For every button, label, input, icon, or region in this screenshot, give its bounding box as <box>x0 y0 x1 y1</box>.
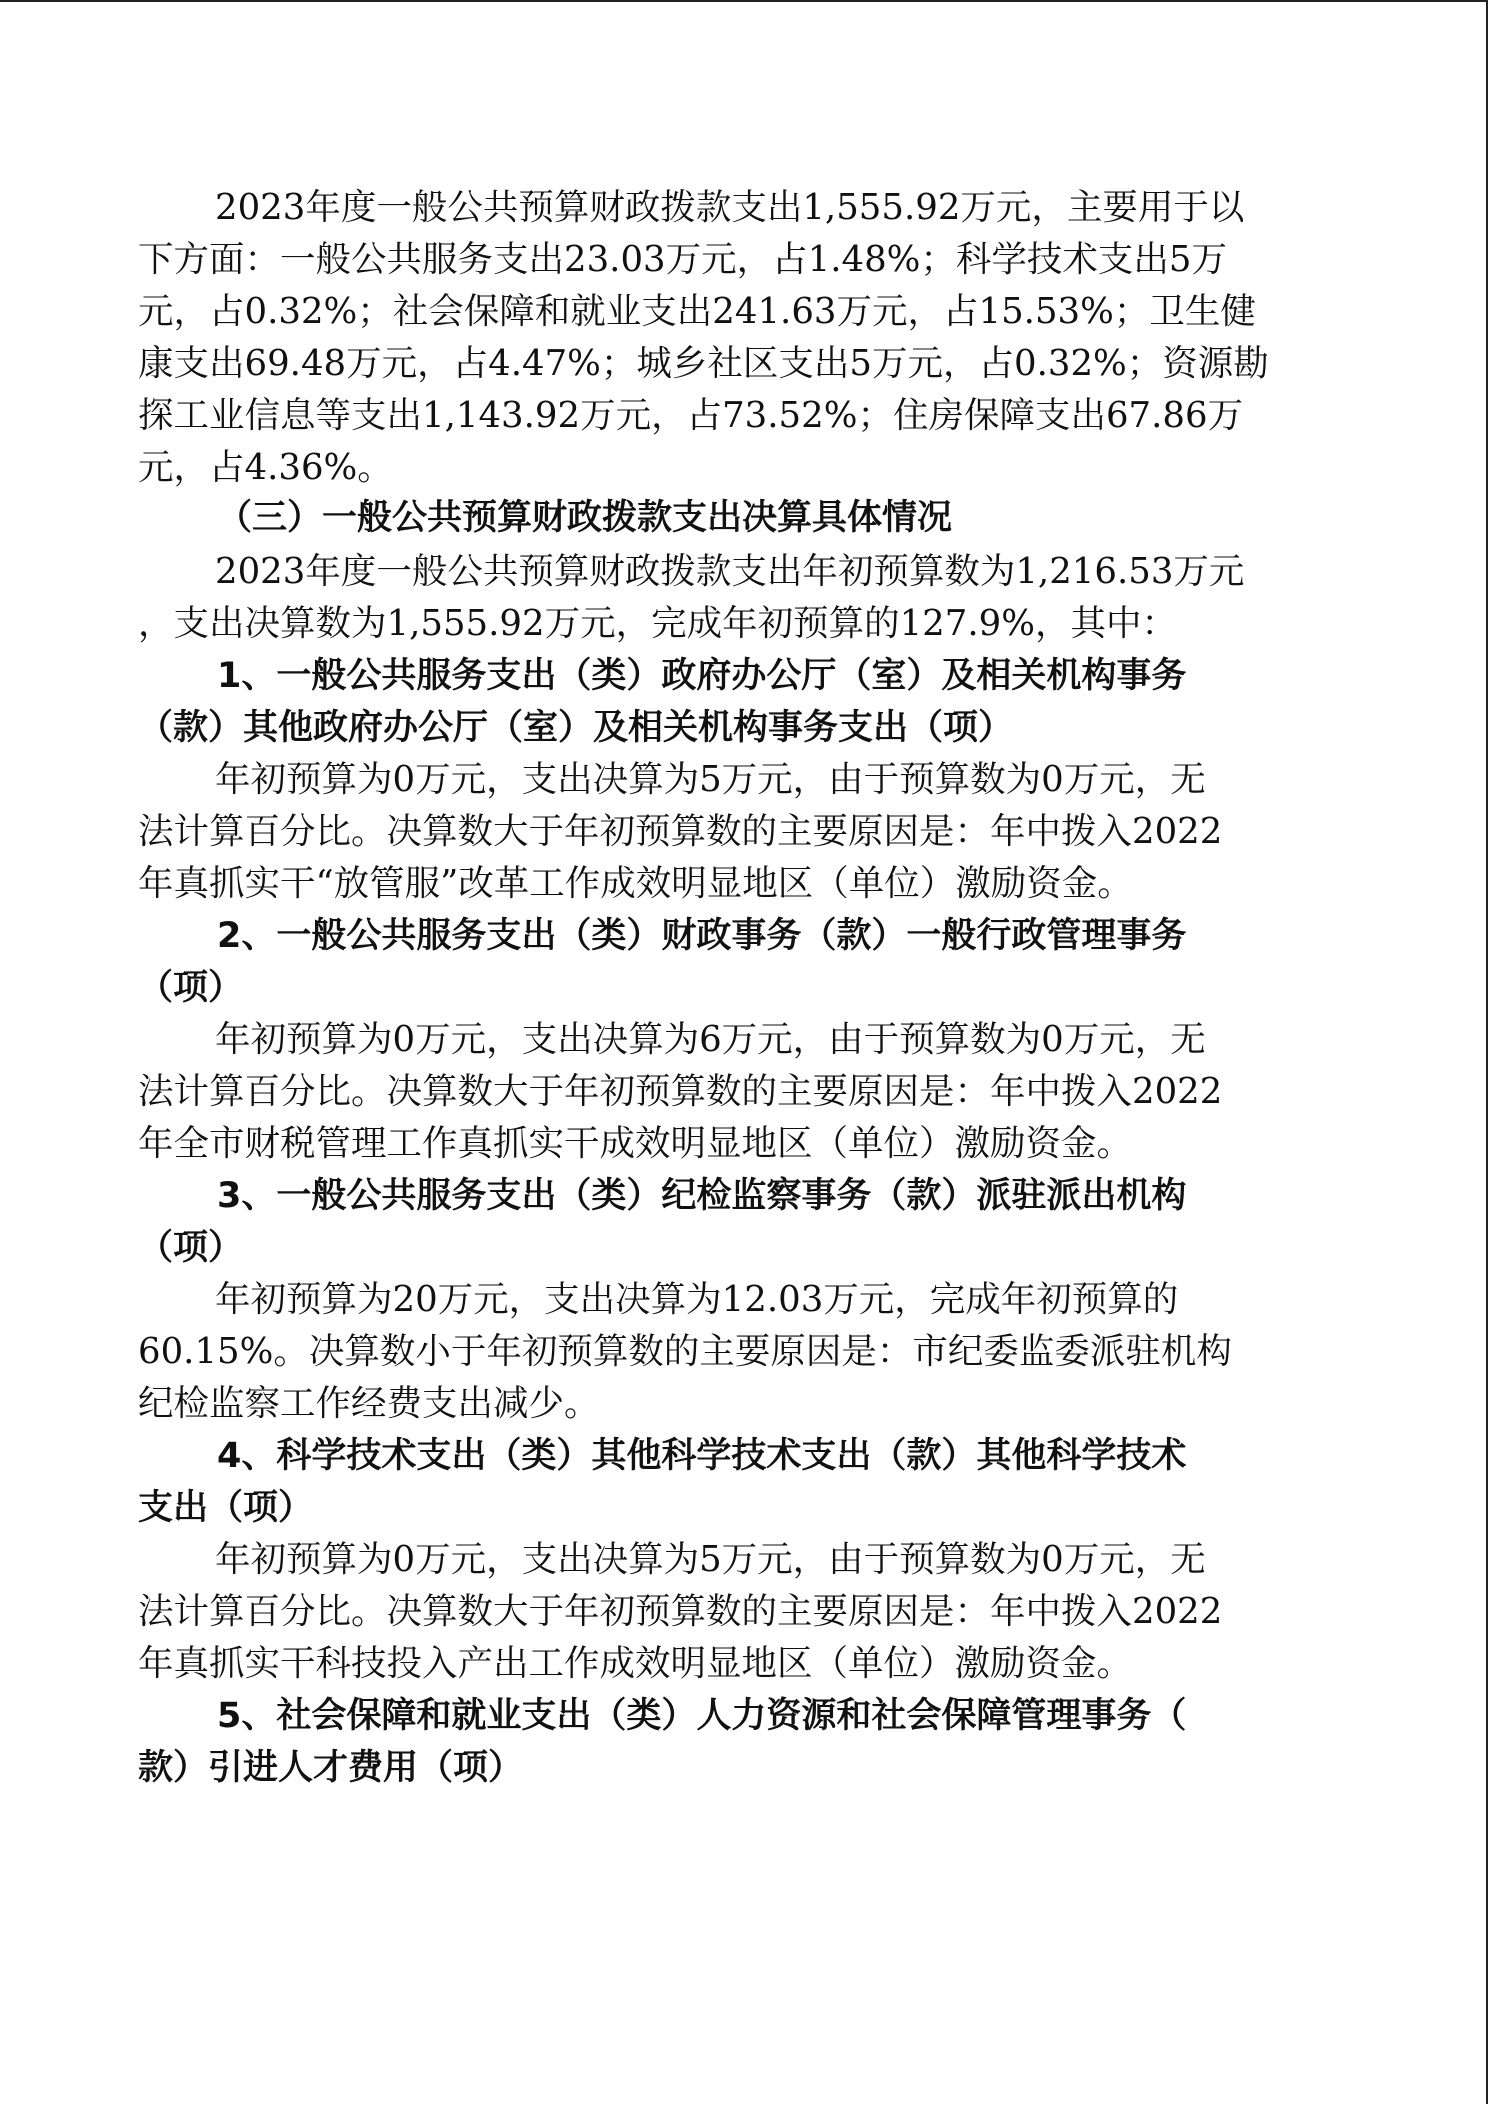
paragraph-line: 年全市财税管理工作真抓实干成效明显地区（单位）激励资金。 <box>138 1123 1133 1164</box>
paragraph-line: 纪检监察工作经费支出减少。 <box>138 1383 600 1424</box>
paragraph-line: ，支出决算数为1,555.92万元，完成年初预算的127.9%，其中： <box>138 603 1177 644</box>
paragraph-line: 年初预算为20万元，支出决算为12.03万元，完成年初预算的 <box>215 1279 1179 1320</box>
paragraph-line: 下方面：一般公共服务支出23.03万元，占1.48%；科学技术支出5万 <box>138 239 1227 280</box>
paragraph-line: 年真抓实干“放管服”改革工作成效明显地区（单位）激励资金。 <box>138 863 1133 904</box>
paragraph-line: 探工业信息等支出1,143.92万元，占73.52%；住房保障支出67.86万 <box>138 395 1244 436</box>
section-heading: （三）一般公共预算财政拨款支出决算具体情况 <box>217 498 953 538</box>
item-heading: 1、一般公共服务支出（类）政府办公厅（室）及相关机构事务 <box>217 656 1187 696</box>
paragraph-line: 元，占4.36%。 <box>138 447 393 488</box>
page-border-top <box>0 0 1488 2</box>
item-heading: 款）引进人才费用（项） <box>138 1748 524 1788</box>
item-heading: 支出（项） <box>138 1488 314 1528</box>
paragraph-line: 年初预算为0万元，支出决算为6万元，由于预算数为0万元，无 <box>215 1019 1206 1060</box>
item-heading: （款）其他政府办公厅（室）及相关机构事务支出（项） <box>138 708 1014 748</box>
item-heading: 3、一般公共服务支出（类）纪检监察事务（款）派驻派出机构 <box>217 1176 1187 1216</box>
paragraph-line: 60.15%。决算数小于年初预算数的主要原因是：市纪委监委派驻机构 <box>138 1331 1232 1372</box>
paragraph-line: 法计算百分比。决算数大于年初预算数的主要原因是：年中拨入2022 <box>138 811 1223 852</box>
item-heading: （项） <box>138 968 244 1008</box>
paragraph-line: 年真抓实干科技投入产出工作成效明显地区（单位）激励资金。 <box>138 1643 1133 1684</box>
paragraph-line: 2023年度一般公共预算财政拨款支出年初预算数为1,216.53万元 <box>215 551 1245 592</box>
paragraph-line: 年初预算为0万元，支出决算为5万元，由于预算数为0万元，无 <box>215 1539 1206 1580</box>
item-heading: 2、一般公共服务支出（类）财政事务（款）一般行政管理事务 <box>217 916 1187 956</box>
paragraph-line: 法计算百分比。决算数大于年初预算数的主要原因是：年中拨入2022 <box>138 1591 1223 1632</box>
item-heading: 4、科学技术支出（类）其他科学技术支出（款）其他科学技术 <box>217 1436 1187 1476</box>
paragraph-line: 2023年度一般公共预算财政拨款支出1,555.92万元，主要用于以 <box>215 187 1245 228</box>
item-heading: 5、社会保障和就业支出（类）人力资源和社会保障管理事务（ <box>217 1696 1187 1736</box>
paragraph-line: 元，占0.32%；社会保障和就业支出241.63万元，占15.53%；卫生健 <box>138 291 1256 332</box>
paragraph-line: 法计算百分比。决算数大于年初预算数的主要原因是：年中拨入2022 <box>138 1071 1223 1112</box>
paragraph-line: 康支出69.48万元，占4.47%；城乡社区支出5万元，占0.32%；资源勘 <box>138 343 1269 384</box>
paragraph-line: 年初预算为0万元，支出决算为5万元，由于预算数为0万元，无 <box>215 759 1206 800</box>
item-heading: （项） <box>138 1228 244 1268</box>
